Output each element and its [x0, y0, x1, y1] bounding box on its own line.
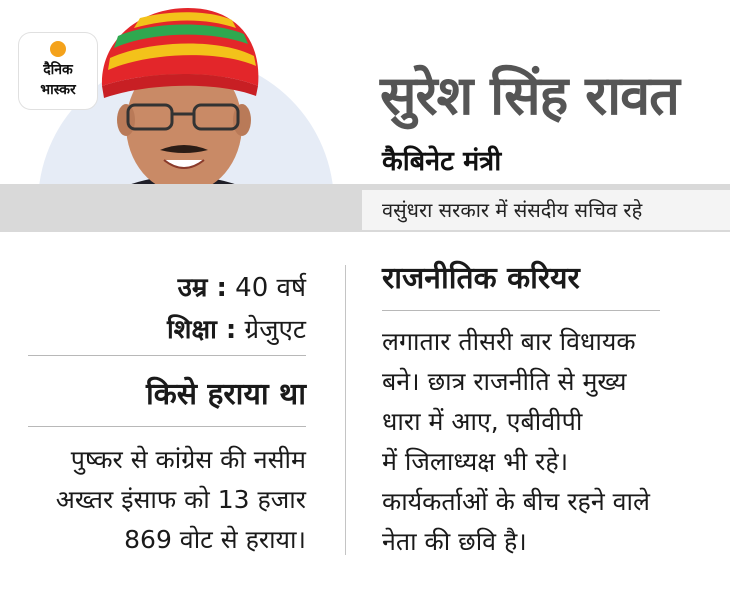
career-title: राजनीतिक करियर	[382, 261, 580, 296]
defeated-title: किसे हराया था	[145, 377, 306, 412]
brand-logo	[19, 33, 97, 109]
career-line: बने। छात्र राजनीति से मुख्य	[382, 367, 627, 396]
logo-text-line2: भास्कर	[40, 82, 76, 98]
person-name: सुरेश सिंह रावत	[380, 64, 679, 127]
career-line: कार्यकर्ताओं के बीच रहने वाले	[382, 487, 650, 516]
divider-line	[28, 355, 306, 356]
defeated-line: पुष्कर से कांग्रेस की नसीम	[70, 445, 306, 474]
age-label: उम्र :	[177, 273, 227, 303]
defeated-line: 869 वोट से हराया।	[124, 525, 306, 554]
column-divider	[345, 265, 346, 555]
logo-sun-icon	[50, 41, 66, 57]
education-value: ग्रेजुएट	[244, 315, 306, 345]
career-line: धारा में आए, एबीवीपी	[382, 407, 583, 436]
divider-line	[382, 310, 660, 311]
divider-line	[28, 426, 306, 427]
logo-text-line1: दैनिक	[43, 62, 73, 78]
defeated-text	[56, 440, 306, 560]
career-text	[382, 322, 650, 562]
career-line: में जिलाध्यक्ष भी रहे।	[382, 447, 569, 476]
age-value: 40 वर्ष	[235, 273, 306, 303]
defeated-line: अख्तर इंसाफ को 13 हजार	[55, 485, 306, 514]
career-line: नेता की छवि है।	[382, 527, 527, 556]
person-role: कैबिनेट मंत्री	[382, 146, 502, 177]
age-row	[178, 268, 306, 304]
education-row	[167, 310, 306, 346]
career-line: लगातार तीसरी बार विधायक	[382, 327, 636, 356]
info-band-text: वसुंधरा सरकार में संसदीय सचिव रहे	[382, 198, 643, 222]
education-label: शिक्षा :	[167, 315, 237, 345]
